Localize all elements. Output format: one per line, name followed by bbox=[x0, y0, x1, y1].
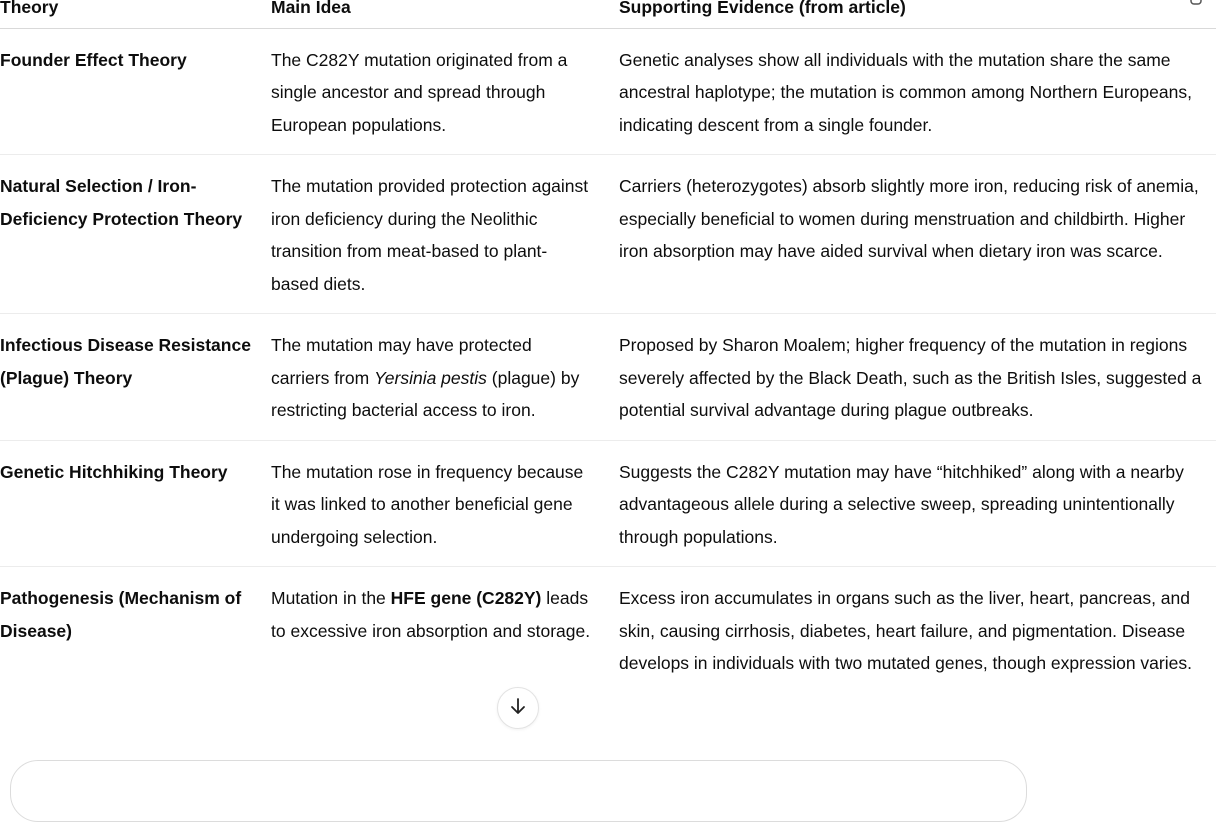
message-composer[interactable] bbox=[10, 760, 1027, 822]
idea-cell: The mutation provided protection against iron deficiency during the Neolithic transition from meat-based to plant-based diets. bbox=[271, 155, 619, 314]
theory-cell: Infectious Disease Resistance (Plague) Theory bbox=[0, 314, 271, 441]
copy-table-icon[interactable] bbox=[1188, 0, 1208, 2]
table-row bbox=[0, 440, 1216, 567]
table-row bbox=[0, 28, 1216, 155]
theory-cell: Genetic Hitchhiking Theory bbox=[0, 440, 271, 567]
evidence-cell: Genetic analyses show all individuals with the mutation share the same ancestral haplotype; the mutation is common among Northern Europeans, indicating descent from a single founder. bbox=[619, 28, 1216, 155]
theory-cell: Natural Selection / Iron-Deficiency Protection Theory bbox=[0, 155, 271, 314]
idea-cell bbox=[271, 314, 619, 441]
scroll-to-bottom-button[interactable] bbox=[497, 687, 539, 729]
idea-cell: The C282Y mutation originated from a single ancestor and spread through European populations. bbox=[271, 28, 619, 155]
evidence-cell: Excess iron accumulates in organs such as the liver, heart, pancreas, and skin, causing cirrhosis, diabetes, heart failure, and pigmentation. Disease develops in individuals with two mutated genes, though expression varies. bbox=[619, 588, 1192, 673]
idea-text: leads to excessive iron absorption and storage. bbox=[271, 588, 591, 641]
table-header-row bbox=[0, 0, 1216, 28]
theory-cell: Pathogenesis (Mechanism of Disease) bbox=[0, 588, 242, 641]
header-theory: Theory bbox=[0, 0, 271, 28]
idea-text: Mutation in the bbox=[271, 588, 391, 608]
table-row bbox=[0, 567, 1216, 693]
evidence-cell: Proposed by Sharon Moalem; higher frequency of the mutation in regions severely affected by the Black Death, such as the British Isles, suggested a potential survival advantage during plague outbreaks. bbox=[619, 314, 1216, 441]
arrow-down-icon bbox=[508, 696, 528, 721]
idea-strong: HFE gene (C282Y) bbox=[390, 588, 542, 608]
header-evidence-label: Supporting Evidence (from article) bbox=[619, 0, 906, 17]
idea-emphasis: Yersinia pestis bbox=[374, 367, 487, 388]
table-row bbox=[0, 314, 1216, 441]
idea-text: (plague) by restricting bacterial access to iron. bbox=[271, 367, 580, 420]
idea-cell bbox=[271, 567, 619, 693]
idea-cell: The mutation rose in frequency because it was linked to another beneficial gene undergoing selection. bbox=[271, 440, 619, 567]
evidence-cell: Carriers (heterozygotes) absorb slightly more iron, reducing risk of anemia, especially beneficial to women during menstruation and childbirth. Higher iron absorption may have aided survival when dietary iron was scarce. bbox=[619, 155, 1216, 314]
theory-cell: Founder Effect Theory bbox=[0, 28, 271, 155]
idea-text: The mutation may have protected carriers from bbox=[271, 335, 532, 388]
header-evidence bbox=[619, 0, 1216, 28]
table-row bbox=[0, 155, 1216, 314]
evidence-cell: Suggests the C282Y mutation may have “hitchhiked” along with a nearby advantageous allele during a selective sweep, spreading unintentionally through populations. bbox=[619, 440, 1216, 567]
header-main-idea: Main Idea bbox=[271, 0, 619, 28]
